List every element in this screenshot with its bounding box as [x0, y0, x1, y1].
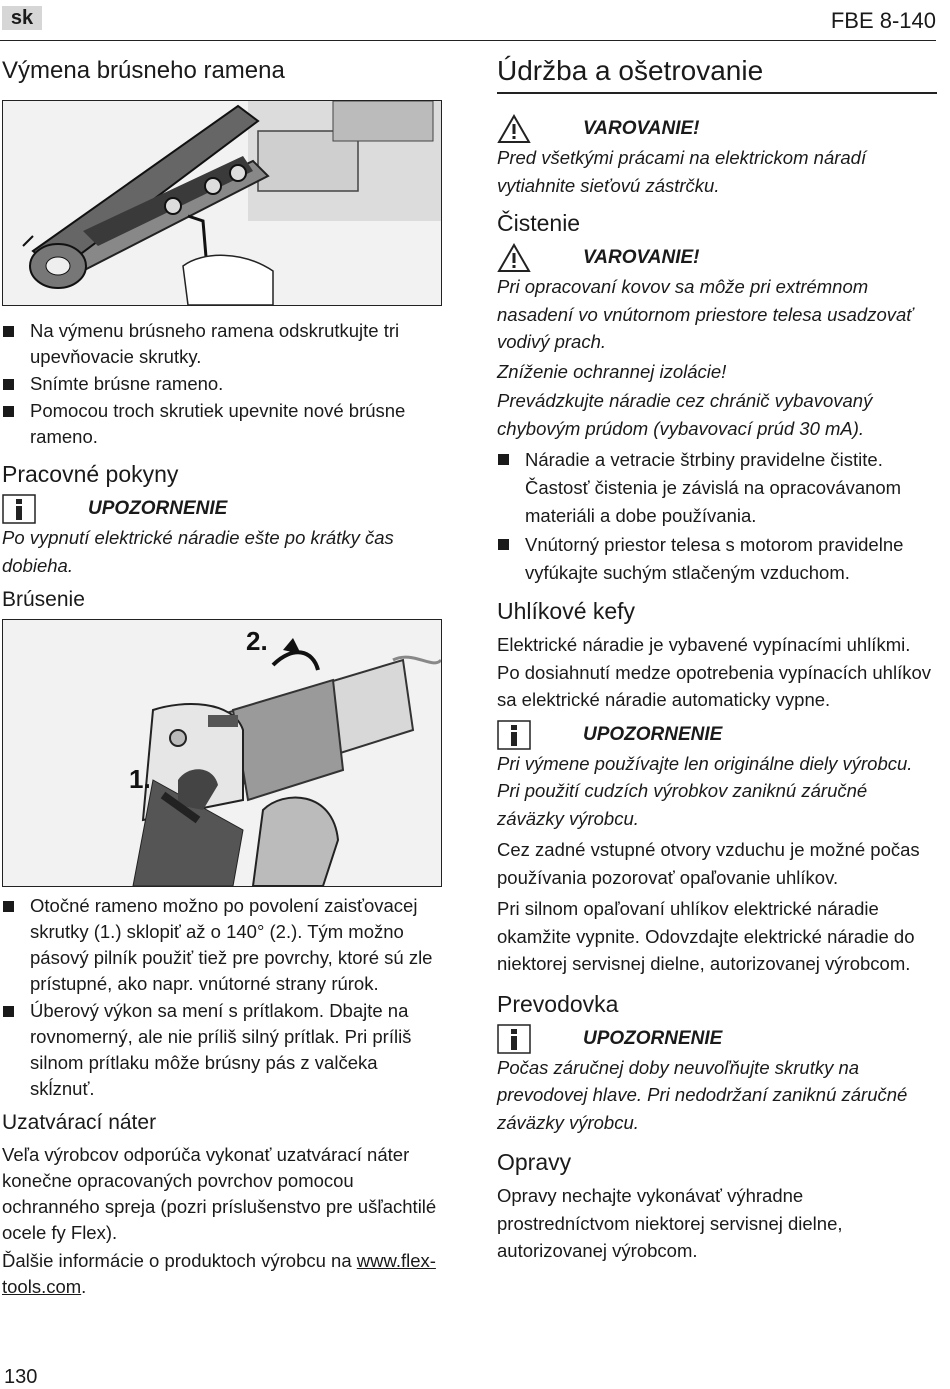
warning-text: Zníženie ochrannej izolácie!: [497, 360, 727, 382]
website-link[interactable]: www.flex-tools.com: [2, 1250, 436, 1297]
cleaning-list: [497, 446, 937, 587]
heading-carbon-brushes: Uhlíkové kefy: [497, 598, 636, 624]
header-rule: [0, 40, 936, 41]
warning-icon: [497, 114, 531, 144]
heading-replace-arm: Výmena brúsneho ramena: [2, 57, 285, 84]
notice-label: UPOZORNENIE: [583, 723, 723, 745]
info-icon: [497, 720, 531, 750]
replace-steps-list: [2, 318, 442, 450]
sealing-text: Veľa výrobcov odporúča vykonať uzatvárací náter konečne opracovaných povrchov pomocou ochranného spreja (pozri príslušenstvo pre ušľachtilé ocele fy Flex).: [2, 1144, 437, 1243]
figure-arm-replacement: [2, 100, 442, 306]
heading-work-instructions: Pracovné pokyny: [2, 461, 179, 487]
warning-text: Prevádzkujte náradie cez chránič vybavovaný chybovým prúdom (vybavovací prúd 30 mA).: [497, 390, 873, 439]
info-icon: [497, 1024, 531, 1054]
figure-grinding: [2, 619, 442, 887]
warning-text: Pri opracovaní kovov sa môže pri extrémnom nasadení vo vnútornom priestore telesa usadzovať vodivý prach.: [497, 276, 913, 352]
notice-text: Počas záručnej doby neuvoľňujte skrutky na prevodovej hlave. Pri nedodržaní zaniknú záručné záväzky výrobcu.: [497, 1056, 908, 1133]
repair-text: Opravy nechajte vykonávať výhradne prostredníctvom niektorej servisnej dielne, autorizovanej výrobcom.: [497, 1185, 843, 1261]
figure-label-2: 2.: [246, 626, 268, 656]
warning-box: [497, 114, 937, 144]
list-item: Pomocou troch skrutiek upevnite nové brúsne rameno.: [2, 398, 442, 450]
heading-cleaning: Čistenie: [497, 210, 581, 236]
list-item: Snímte brúsne rameno.: [2, 371, 442, 397]
notice-label: UPOZORNENIE: [88, 498, 228, 519]
notice-label: UPOZORNENIE: [583, 1027, 723, 1049]
grinding-list: [2, 893, 442, 1102]
list-item: Úberový výkon sa mení s prítlakom. Dbajte na rovnomerný, ale nie príliš silný prítlak. Pri príliš silnom prítlaku môže brúsny pás z valčeka skĺznuť.: [2, 998, 442, 1102]
list-item: Vnútorný priestor telesa s motorom pravidelne vyfúkajte suchým stlačeným vzduchom.: [497, 531, 937, 587]
heading-gearbox: Prevodovka: [497, 990, 619, 1017]
warning-label: VAROVANIE!: [583, 247, 700, 268]
info-paragraph: Ďalšie informácie o produktoch výrobcu na www.flex-tools.com.: [2, 1250, 436, 1297]
notice-box: [2, 494, 442, 524]
list-item: Otočné rameno možno po povolení zaisťovacej skrutky (1.) sklopiť až o 140° (2.). Tým možno pásový pilník použiť tiež pre povrchy, ktoré sú zle prístupné, ako napr. vnútorné strany rúrok.: [2, 893, 442, 997]
right-column: [497, 56, 937, 1267]
language-badge: sk: [2, 6, 42, 30]
model-name: FBE 8-140: [830, 8, 936, 33]
grinding-illustration: [3, 620, 441, 886]
list-item: Na výmenu brúsneho ramena odskrutkujte tri upevňovacie skrutky.: [2, 318, 442, 370]
page-number: 130: [4, 1366, 38, 1388]
notice-box: [497, 1024, 937, 1054]
notice-text: Pri výmene používajte len originálne diely výrobcu. Pri použití cudzích výrobkov zaniknú záručné záväzky výrobcu.: [497, 752, 913, 829]
brushes-paragraph: Cez zadné vstupné otvory vzduchu je možné počas používania pozorovať opaľovanie uhlíkov.: [497, 839, 920, 888]
warning-box: [497, 243, 937, 273]
list-item: Náradie a vetracie štrbiny pravidelne čistite. Častosť čistenia je závislá na opracovávanom materiáli a dobe používania.: [497, 446, 937, 530]
brushes-text: Elektrické náradie je vybavené vypínacími uhlíkmi. Po dosiahnutí medze opotrebenia vypínacích uhlíkov sa elektrické náradie automaticky vypne.: [497, 634, 932, 710]
notice-text: Po vypnutí elektrické náradie ešte po krátky čas dobieha.: [2, 527, 394, 576]
heading-sealing-coat: Uzatvárací náter: [2, 1111, 157, 1134]
brushes-paragraph: Pri silnom opaľovaní uhlíkov elektrické náradie okamžite vypnite. Odovzdajte elektrické náradie do niektorej servisnej dielne, autorizovanej výrobcom.: [497, 898, 915, 974]
heading-maintenance: Údržba a ošetrovanie: [497, 56, 937, 94]
warning-icon: [497, 243, 531, 273]
info-icon: [2, 494, 36, 524]
warning-label: VAROVANIE!: [583, 118, 700, 139]
notice-box: [497, 720, 937, 750]
left-column: [2, 56, 442, 1302]
warning-text: Pred všetkými prácami na elektrickom náradí vytiahnite sieťovú zástrčku.: [497, 147, 867, 196]
heading-repairs: Opravy: [497, 1149, 572, 1175]
heading-grinding: Brúsenie: [2, 588, 85, 611]
arm-replacement-illustration: [3, 101, 441, 305]
figure-label-1: 1.: [129, 764, 151, 794]
